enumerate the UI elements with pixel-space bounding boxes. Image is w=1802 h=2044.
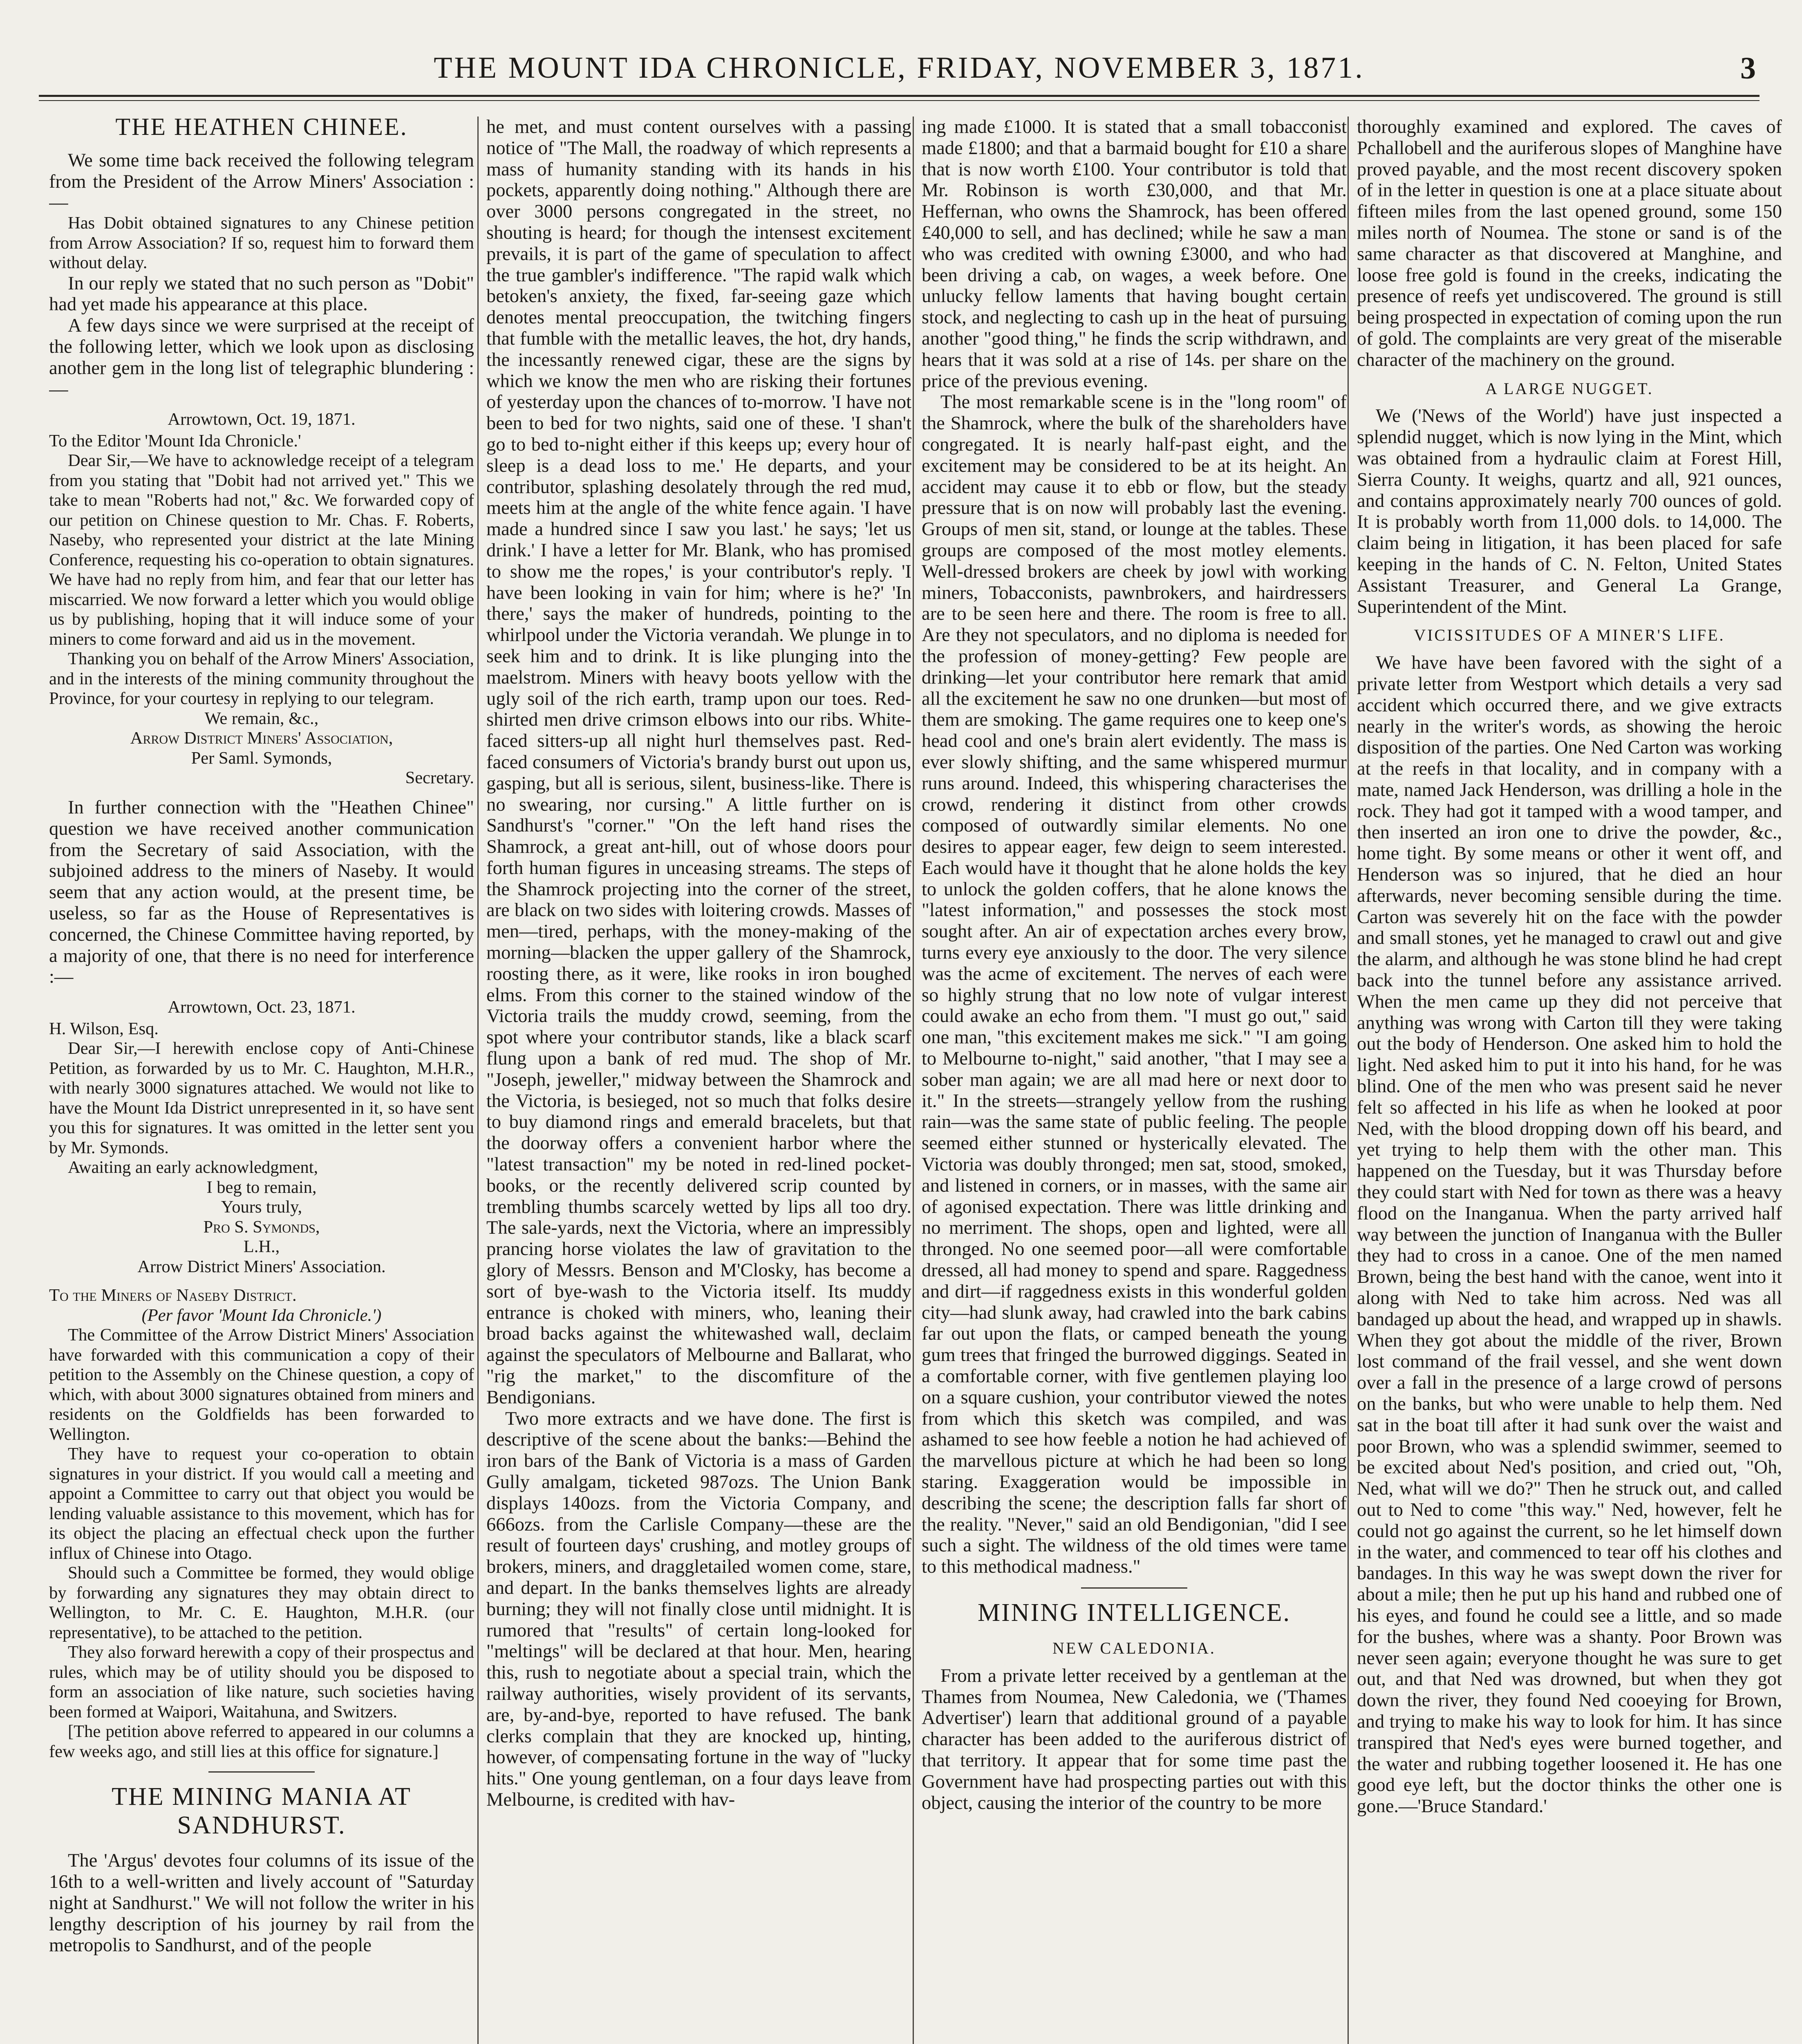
article-subheading-large-nugget: A LARGE NUGGET. xyxy=(1485,379,1654,398)
letter-closing: I beg to remain, xyxy=(206,1177,317,1197)
letter-closing: Yours truly, xyxy=(221,1197,302,1217)
letter-paragraph: Dear Sir,—We have to acknowledge receipt of a telegram from you stating that "Dobit had not arrived yet." This we take to mean "Roberts had not," &c. We forwarded copy of our petition on Chinese question to Mr. Chas. F. Roberts, Naseby, who represented your district at the late Mining Conference, requesting his co-operation to obtain signatures. We have had no reply from him, and fear that our letter has miscarried. We now forward a letter which you would oblige us by publishing, hoping that it will induce some of your miners to come forward and aid us in the movement. xyxy=(49,451,474,649)
letter-signature: Per Saml. Symonds, xyxy=(191,748,332,768)
letter-addressee: H. Wilson, Esq. xyxy=(49,1019,159,1038)
paragraph: The most remarkable scene is in the "long room" of the Shamrock, where the bulk of the shareholders have congregated. It is nearly half-past eight, and the excitement may be considered to be at its height. An accident may cause it to ebb or flow, but the steady pressure that is on now will probably last the evening. Groups of men sit, stand, or lounge at the tables. These groups are composed of the most motley elements. Well-dressed brokers are cheek by jowl with working miners, Tobacconists, pawnbrokers, and hairdressers are to be seen here and there. The room is free to all. Are they not speculators, and no diploma is needed for the profession of money-getting? Few people are drinking—let your contributor here remark that amid all the excitement he saw no one drunken—but most of them are smoking. The game requires one to keep one's head cool and one's brain alert evidently. The mass is ever slowly shifting, and the same whispered murmur runs around. Indeed, this whispering characterises the crowd, rendering it distinct from other crowds composed of outwardly similar elements. No one desires to appear eager, few deign to seem interested. Each would have it thought that he alone holds the key to unlock the golden coffers, that he alone knows the "latest information," and possesses the stock most sought after. An air of expectation arches every brow, turns every eye anxiously to the door. The very silence was the acme of excitement. The nerves of each were so highly strung that no low note of vulgar interest could awake an echo from them. "I must go out," said one man, "this excitement makes me sick." "I am going to Melbourne to-night," said another, "that I may see a sober man again; we are all mad here or next door to it." In the streets—strangely yellow from the rushing rain—was the same state of public feeling. The people seemed either stunned or hysterically elevated. The Victoria was doubly thronged; men sat, stood, smoked, and listened in corners, or in masses, with the same air of agonised expectation. There was little drinking and no merriment. The shops, open and lighted, were all thronged. No one seemed poor—all were comfortable dressed, all had money to spend and spare. Raggedness and dirt—if raggedness exists in this wonderful golden city—had slunk away, had crawled into the bark cabins far out upon the flats, or camped beneath the young gum trees that fringed the burrowed diggings. Seated in a comfortable corner, with five gentlemen playing loo on a square cushion, your contributor viewed the notes from which this sketch was compiled, and was ashamed to see how feeble a notion he had achieved of the marvellous picture at which he had been so long staring. Exaggeration would be impossible in describing the scene; the description falls far short of the reality. "Never," said an old Bendigonian, "did I see such a sight. The wildness of the old times were tame to this methodical madness." xyxy=(922,392,1347,1578)
paragraph: From a private letter received by a gentleman at the Thames from Noumea, New Caledonia, we ('Thames Advertiser') learn that additional ground of a payable character has been added to the auriferous district of that territory. It appear that for some time past the Government have had prospecting parties out with this object, causing the interior of the country to be more xyxy=(922,1665,1347,1813)
letter-signature: Pro S. Symonds, xyxy=(203,1217,320,1237)
paragraph: In our reply we stated that no such person as "Dobit" had yet made his appearance at this place. xyxy=(49,273,474,315)
article-subheading-new-caledonia: NEW CALEDONIA. xyxy=(1052,1638,1216,1657)
paragraph: ing made £1000. It is stated that a small tobacconist made £1800; and that a barmaid bought for £10 a share that is now worth £100. Your contributor is told that Mr. Robinson is worth £30,000, and that Mr. Heffernan, who owns the Shamrock, has been offered £40,000 to sell, and has declined; while he saw a man who was credited with owning £3000, and who had been driving a cab, on wages, a week before. One unlucky fellow laments that having bought certain stock, and neglecting to cash up in the heat of pursuing another "good thing," he finds the scrip withdrawn, and hears that it was sold at a rise of 14s. per share on the price of the previous evening. xyxy=(922,117,1347,392)
letter-paragraph: They have to request your co-operation to obtain signatures in your district. If you would call a meeting and appoint a Committee to carry out that object you would be lending valuable assistance to this movement, which has for its object the placing an effectual check upon the further influx of Chinese into Otago. xyxy=(49,1444,474,1563)
telegram-quote: Has Dobit obtained signatures to any Chinese petition from Arrow Association? If so, request him to forward them without delay. xyxy=(49,213,474,273)
masthead xyxy=(39,39,1759,92)
letter-signature: Arrow District Miners' Association. xyxy=(137,1257,386,1276)
masthead-rule xyxy=(39,95,1759,101)
paragraph: We have have been favored with the sight of a private letter from Westport which details a very sad accident which occurred there, and we give extracts nearly in the writer's words, as showing the heroic disposition of the parties. One Ned Carton was working at the reefs in that locality, and in company with a mate, named Jack Henderson, was drilling a hole in the rock. They had got it tamped with a wood tamper, and then inserted an iron one to drive the powder, &c., home tight. By some means or other it went off, and Henderson was so injured, that he died an hour afterwards, never becoming sensible during the time. Carton was severely hit on the face with the powder and small stones, yet he managed to crawl out and give the alarm, and although he was stone blind he had crept back into the tunnel before any assistance arrived. When the men came up they did not perceive that anything was wrong with Carton till they were taking out the body of Henderson. One asked him to hold the light. Ned asked him to put it into his hand, for he was blind. One of the men who was present said he never felt so affected in his life as when he looked at poor Ned, with the blood dropping down off his beard, and yet trying to help them with the other man. This happened on the Tuesday, but it was Thursday before they could start with Ned for town as there was a heavy flood on the Inanganua. When the party arrived half way between the junction of Inanganua with the Buller they had to cross in a canoe. One of the men named Brown, being the best hand with the canoe, went into it along with Ned to take him across. Ned was all bandaged up about the head, and wrapped up in shawls. When they got about the middle of the river, Brown lost command of the frail vessel, and she went down over a fall in the presence of a large crowd of persons on the banks, but who were unable to help them. Ned sat in the boat till after it had sunk over the waist and poor Brown, who was a splendid swimmer, seemed to be excited about Ned's position, and cried out, "Oh, Ned, what will we do?" Then he struck out, and called out to Ned to come "this way." Ned, however, felt he could not go against the current, so he let himself down in the water, and commenced to tear off his clothes and bandages. In this way he was swept down the river for about a mile; then he put up his hand and rubbed one of his eyes, and found he could see a little, and so made for the bushes, where was a shanty. Poor Brown was never seen again; everyone thought he was sure to get out, and that Ned was drowned, but when they got down the river, they found Ned cooeying for Brown, and trying to make his way to look for him. It has since transpired that Ned's eyes were burned together, and the water and rubbing together loosened it. He has one good eye left, but the doctor thinks the other one is gone.—'Bruce Standard.' xyxy=(1357,652,1782,1817)
letter-paragraph: Dear Sir,—I herewith enclose copy of Anti-Chinese Petition, as forwarded by us to Mr. C. Haughton, M.H.R., with nearly 3000 signatures attached. We would not like to have the Mount Ida District unrepresented in it, so have sent you this for signatures. It was omitted in the letter sent you by Mr. Symonds. xyxy=(49,1039,474,1157)
column-divider xyxy=(1348,117,1349,2044)
letter-paragraph: Thanking you on behalf of the Arrow Miners' Association, and in the interests of the mining community throughout the Province, for your courtesy in replying to our telegram. xyxy=(49,649,474,708)
page-number: 3 xyxy=(1740,51,1758,85)
column-divider xyxy=(913,117,914,2044)
letter-signature: Secretary. xyxy=(405,768,474,788)
letter-addressee: To the Miners of Naseby District. xyxy=(49,1286,297,1305)
letter-addressee: To the Editor 'Mount Ida Chronicle.' xyxy=(49,431,301,450)
letter-paragraph: Should such a Committee be formed, they would oblige by forwarding any signatures they may obtain direct to Wellington, to Mr. C. E. Haughton, M.H.R. (our representative), to be attached to the petition. xyxy=(49,1563,474,1642)
letter-closing: We remain, &c., xyxy=(204,708,319,728)
letter-paragraph: They also forward herewith a copy of their prospectus and rules, which may be of utility should you be disposed to form an association of like nature, such societies having been formed at Waipori, Waitahuna, and Switzers. xyxy=(49,1643,474,1721)
paragraph: Two more extracts and we have done. The first is descriptive of the scene about the banks:—Behind the iron bars of the Bank of Victoria is a mass of Garden Gully amalgam, ticketed 987ozs. The Union Bank displays 140ozs. from the Victoria Company, and 666ozs. from the Carlisle Company—these are the result of fourteen days' crushing, and motley groups of brokers, miners, and draggletailed women come, stare, and depart. In the banks themselves lights are already burning; they will not finally close until midnight. It is rumored that "results" of certain long-looked for "meltings" will be declared at that hour. Men, hearing this, rush to negotiate about a special train, which the railway authorities, wisely provident of its servants, are, by-and-bye, reported to have refused. The bank clerks complain that they are knocked up, hinting, however, of compensating fortune in the way of "lucky hits." One young gentleman, on a four days leave from Melbourne, is credited with hav- xyxy=(486,1408,911,1810)
article-heading-heathen-chinee: THE HEATHEN CHINEE. xyxy=(115,117,408,140)
column-1 xyxy=(49,117,474,2044)
letter-paragraph: The Committee of the Arrow District Miners' Association have forwarded with this communication a copy of their petition to the Assembly on the Chinese question, a copy of which, with about 3000 signatures obtained from miners and residents on the Goldfields has been forwarded to Wellington. xyxy=(49,1325,474,1444)
letter-dateline: Arrowtown, Oct. 19, 1871. xyxy=(168,410,356,429)
page-header-title: THE MOUNT IDA CHRONICLE, FRIDAY, NOVEMBER 3, 1871. xyxy=(434,51,1365,85)
paragraph: In further connection with the "Heathen Chinee" question we have received another communication from the Secretary of said Association, with the subjoined address to the miners of Naseby. It would seem that any action would, at the present time, be useless, so far as the House of Representatives is concerned, the Chinese Committee having reported, by a majority of one, that there is no need for interference :— xyxy=(49,797,474,988)
paragraph: thoroughly examined and explored. The caves of Pchallobell and the auriferous slopes of Manghine have proved payable, and the most recent discovery spoken of in the letter in question is one at a place situate about fifteen miles from the last opened ground, some 150 miles north of Noumea. The stone or sand is of the same character as that discovered at Manghine, and loose free gold is found in the creeks, indicating the presence of reefs yet undiscovered. The ground is still being prospected in expectation of coming upon the run of gold. The complaints are very great of the miserable character of the machinery on the ground. xyxy=(1357,117,1782,370)
column-3 xyxy=(922,117,1347,2044)
letter-paragraph: Awaiting an early acknowledgment, xyxy=(68,1158,318,1177)
column-4 xyxy=(1357,117,1782,2044)
section-rule xyxy=(208,1771,315,1773)
column-2 xyxy=(486,117,911,2044)
letter-dateline: Arrowtown, Oct. 23, 1871. xyxy=(168,997,356,1017)
article-subheading-vicissitudes: VICISSITUDES OF A MINER'S LIFE. xyxy=(1414,626,1725,645)
paragraph: he met, and must content ourselves with a passing notice of "The Mall, the roadway of which represents a mass of humanity standing with its hands in his pockets, apparently doing nothing." Although there are over 3000 persons congregated in the street, no shouting is heard; for though the intensest excitement prevails, it is part of the game of speculation to affect the true gambler's indifference. "The rapid walk which betoken's anxiety, the fixed, far-seeing gaze which denotes mental preoccupation, the twitching fingers that fumble with the metallic leaves, the hot, dry hands, the incessantly renewed cigar, these are the signs by which we know the men who are risking their fortunes of yesterday upon the chances of to-morrow. 'I have not been to bed for two nights, said one of these. 'I shan't go to bed to-night either if this keeps up; every hour of sleep is a dead loss to me.' He departs, and your contributor, splashing desolately through the red mud, meets him at the angle of the white fence again. 'I have made a hundred since I saw you last.' he says; 'let us drink.' I have a letter for Mr. Blank, who has promised to show me the ropes,' is your contributor's reply. 'I have been looking in vain for him; where is he?' 'In there,' says the maker of hundreds, pointing to the whirlpool under the Victoria verandah. We plunge in to seek him and to drink. It is like plunging into the maelstrom. Miners with heavy boots yellow with the ugly soil of the rich earth, tramp upon our toes. Red-shirted men drive crimson elbows into our ribs. White-faced sitters-up all night hurl themselves past. Red-faced consumers of Victoria's brandy burst out upon us, gasping, but all is serious, silent, business-like. There is no swearing, nor cursing." A little further on is Sandhurst's "corner." "On the left hand rises the Shamrock, a great ant-hill, out of whose doors pour forth human figures in unceasing streams. The steps of the Shamrock projecting into the corner of the street, are black on two sides with loitering crowds. Masses of men—tired, perhaps, with the money-making of the morning—blacken the upper gallery of the Shamrock, roosting there, as it were, like rooks in iron boughed elms. From this corner to the stained window of the Victoria trails the muddy crowd, seeming, from the spot where your contributor stands, like a black scarf flung upon a bank of red mud. The shop of Mr. "Joseph, jeweller," midway between the Shamrock and the Victoria, is besieged, not so much that folks desire to buy diamond rings and emerald bracelets, but that the doorway offers a convenient harbor where the "latest transaction" my be noted in red-lined pocket-books, or the recently delivered scrip counted by trembling thumbs scarcely wetted by lips all too dry. The sale-yards, next the Victoria, where an impressibly prancing horse violates the law of gravitation to the glory of Messrs. Benson and M'Closky, has become a sort of bye-wash to the Victoria itself. Its muddy entrance is choked with miners, who, leaning their broad backs against the whitewashed wall, declaim against the speculators of Melbourne and Ballarat, who "rig the market," to the discomfiture of the Bendigonians. xyxy=(486,117,911,1408)
paragraph: We ('News of the World') have just inspected a splendid nugget, which is now lying in the Mint, which was obtained from a hydraulic claim at Forest Hill, Sierra County. It weighs, quartz and all, 921 ounces, and contains approximately nearly 700 ounces of gold. It is probably worth from 11,000 dols. to 14,000. The claim being in litigation, it has been placed for safe keeping in the hands of C. N. Felton, United States Assistant Treasurer, and General La Grange, Superintendent of the Mint. xyxy=(1357,406,1782,617)
paragraph: A few days since we were surprised at the receipt of the following letter, which we look upon as disclosing another gem in the long list of telegraphic blundering :— xyxy=(49,315,474,400)
article-heading-mining-intelligence: MINING INTELLIGENCE. xyxy=(978,1598,1291,1627)
column-divider xyxy=(477,117,479,2044)
letter-signature: Arrow District Miners' Association, xyxy=(130,728,393,748)
paragraph: The 'Argus' devotes four columns of its issue of the 16th to a well-written and lively account of "Saturday night at Sandhurst." We will not follow the writer in his lengthy description of his journey by rail from the metropolis to Sandhurst, and of the people xyxy=(49,1850,474,1956)
paragraph: We some time back received the following telegram from the President of the Arrow Miners' Association :— xyxy=(49,150,474,213)
editor-note: [The petition above referred to appeared in our columns a few weeks ago, and still lies at this office for signature.] xyxy=(49,1722,474,1761)
letter-signature: L.H., xyxy=(243,1237,280,1257)
letter-credit: (Per favor 'Mount Ida Chronicle.') xyxy=(141,1305,382,1325)
article-heading-mining-mania: THE MINING MANIA AT SANDHURST. xyxy=(112,1783,412,1840)
section-rule xyxy=(1081,1587,1187,1589)
